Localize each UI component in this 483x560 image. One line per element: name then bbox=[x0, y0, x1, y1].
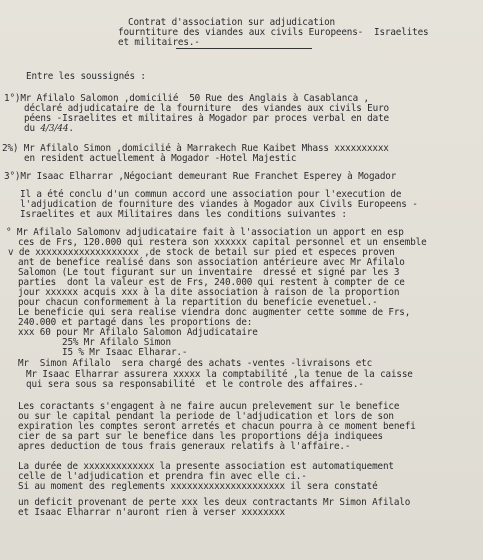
clause3-line-3: qui sera sous sa responsabilité et le controle des affaires.- bbox=[26, 379, 364, 390]
clause1-line-3: v de xxxxxxxxxxxxxxxxxxx ,de stock de betail sur pied et especes proven bbox=[8, 247, 395, 258]
clause4-line-2: ou sur le capital pendant la periode de l'adjudication et lors de son bbox=[18, 411, 394, 422]
agreement-line-1: Il a été conclu d'un commun accord une association pour l'execution de bbox=[20, 189, 402, 200]
party1-line-4 bbox=[24, 124, 74, 134]
party1-line-2: déclaré adjudicataire de la fourniture des viandes aux civils Euro bbox=[24, 103, 389, 114]
clause2-line-5: I5 % Mr Isaac Elharar.- bbox=[62, 347, 188, 358]
clause1-line-2: ces de Frs, 120.000 qui restera son xxxxxx capital personnel et un ensemble bbox=[18, 237, 427, 248]
party1-date-prefix: du bbox=[24, 123, 41, 134]
clause1-line-5: Salomon (Le tout figurant sur un inventaire dressé et signé par les 3 bbox=[18, 267, 400, 278]
clause2-line-4: 25% Mr Afilalo Simon bbox=[62, 337, 171, 348]
handwritten-date: 4/3/44 bbox=[40, 124, 69, 134]
clause2-line-1: Le beneficie qui sera realise viendra donc augmenter cette somme de Frs, bbox=[18, 307, 411, 318]
clause1-line-1: ° Mr Afilalo Salomonv adjudicataire fait à l'association un apport en esp bbox=[6, 227, 404, 238]
clause4-line-1: Les coractants s'engagent à ne faire aucun prelevement sur le benefice bbox=[18, 401, 400, 412]
clause4-line-5: apres deduction de tous frais generaux relatifs à l'affaire.- bbox=[18, 441, 351, 452]
title-underline bbox=[176, 48, 312, 49]
clause1-line-6: parties dont la valeur est de Frs, 240.000 qui restent à compter de ce bbox=[18, 277, 405, 288]
clause2-line-2: 240.000 et partagé dans les proportions de: bbox=[18, 317, 253, 328]
clause1-line-4: ant de benefice realisé dans son association antérieure avec Mr Afilalo bbox=[18, 257, 405, 268]
party3-line-1: 3°)Mr Isaac Elharrar ,Négociant demeurant Rue Franchet Esperey à Mogador bbox=[4, 171, 397, 182]
title-line-2: fourntiture des viandes aux civils Europeens- Israelites bbox=[118, 27, 429, 38]
title-line-1: Contrat d'association sur adjudication bbox=[128, 17, 335, 28]
clause3-line-1: Mr Simon Afilalo sera chargé des achats -ventes -livraisons etc bbox=[18, 358, 373, 369]
party1-line-1: 1°)Mr Afilalo Salomon ,domicilié 50 Rue des Anglais à Casablanca , bbox=[4, 93, 369, 104]
clause5-line-3: Si au moment des reglements xxxxxxxxxxxxxxxxxxxxx il sera constaté bbox=[18, 481, 378, 492]
agreement-line-3: Israelites et aux Militaires dans les conditions suivantes : bbox=[20, 209, 347, 220]
party1-date-suffix: . bbox=[68, 123, 74, 134]
clause4-line-4: cier de sa part sur le benefice dans les proportions déja indiquees bbox=[18, 431, 383, 442]
party2-line-2: en resident actuellement à Mogador -Hotel Majestic bbox=[24, 153, 297, 164]
party2-line-1: 2%) Mr Afilalo Simon ,domicilié à Marrakech Rue Kaibet Mhass xxxxxxxxxx bbox=[2, 143, 389, 154]
clause5-line-4: un deficit provenant de perte xxx les deux contractants Mr Simon Afilalo bbox=[18, 497, 411, 508]
clause5-line-2: celle de l'adjudication et prendra fin avec elle ci.- bbox=[18, 471, 307, 482]
party1-line-3: péens -Israelites et militaires à Mogador par proces verbal en date bbox=[24, 113, 389, 124]
clause5-line-5: et Isaac Elharrar n'auront rien à verser xxxxxxxx bbox=[18, 507, 285, 518]
clause1-line-7: jour xxxxxx acquis xxx à la dite association à raison de la proportion bbox=[18, 287, 400, 298]
parties-intro: Entre les soussignés : bbox=[26, 71, 146, 82]
clause5-line-1: La durée de xxxxxxxxxxxxx la presente association est automatiquement bbox=[18, 461, 394, 472]
clause4-line-3: expiration les comptes seront arretés et chacun pourra à ce moment benefi bbox=[18, 421, 416, 432]
agreement-line-2: l'adjudication de fourniture des viandes à Mogador aux Civils Europeens - bbox=[20, 199, 418, 210]
title-line-3: et militaires.- bbox=[118, 37, 200, 48]
clause2-line-3: xxx 60 pour Mr Afilalo Salomon Adjudicataire bbox=[18, 327, 258, 338]
clause3-line-2: Mr Isaac Elharrar assurera xxxxx la comptabilité ,la tenue de la caisse bbox=[26, 369, 413, 380]
clause1-line-8: pour chacun conformement à la repartition du beneficie evenetuel.- bbox=[18, 297, 378, 308]
